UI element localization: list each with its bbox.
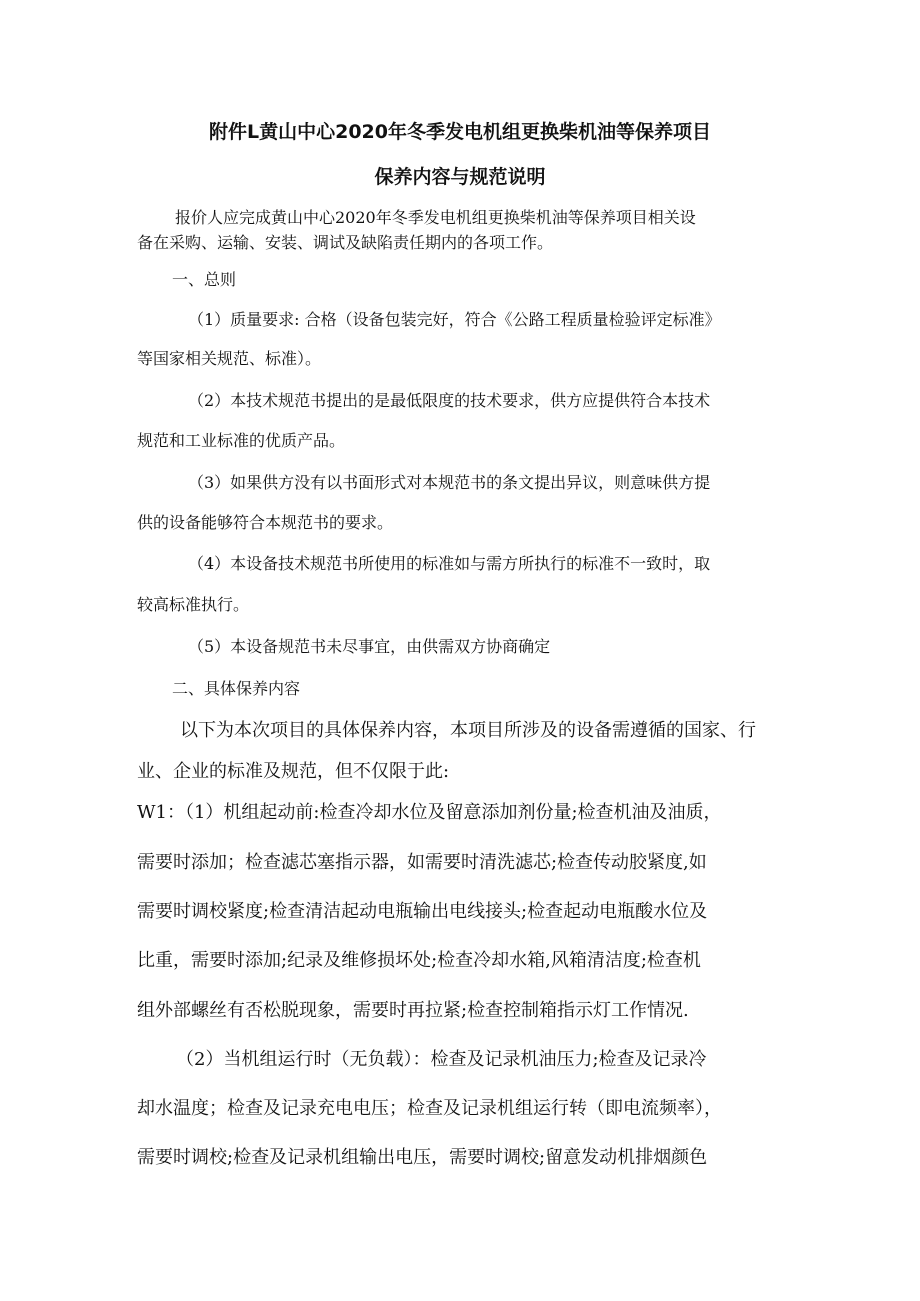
- clause-3-line-1: （3）如果供方没有以书面形式对本规范书的条文提出异议，则意味供方提: [188, 473, 711, 492]
- section1-heading: 一、总则: [172, 270, 237, 289]
- section2-intro-line-1: 以下为本次项目的具体保养内容，本项目所涉及的设备需遵循的国家、行: [180, 720, 756, 741]
- w1-item1-line-1: W1：（1）机组起动前:检查冷却水位及留意添加剂份量;检查机油及油质，: [137, 802, 722, 823]
- clause-2-line-1: （2）本技术规范书提出的是最低限度的技术要求，供方应提供符合本技术: [188, 391, 711, 410]
- intro-line-2: 备在采购、运输、安装、调试及缺陷责任期内的各项工作。: [137, 233, 554, 252]
- clause-1-line-2: 等国家相关规范、标准）。: [137, 349, 322, 368]
- clause-4-line-1: （4）本设备技术规范书所使用的标准如与需方所执行的标准不一致时，取: [188, 554, 711, 573]
- w1-item1-line-4: 比重，需要时添加;纪录及维修损坏处;检查冷却水箱,风箱清洁度;检查机: [137, 950, 701, 971]
- section2-heading: 二、具体保养内容: [172, 679, 301, 698]
- w1-item1-line-3: 需要时调校紧度;检查清洁起动电瓶输出电线接头;检查起动电瓶酸水位及: [137, 901, 708, 922]
- w1-item2-line-2: 却水温度；检查及记录充电电压；检查及记录机组运行转（即电流频率），: [137, 1098, 722, 1119]
- clause-5-line-1: （5）本设备规范书未尽事宜，由供需双方协商确定: [188, 637, 551, 656]
- clause-4-line-2: 较高标准执行。: [137, 595, 250, 614]
- document-title: 附件L黄山中心2020年冬季发电机组更换柴机油等保养项目: [209, 121, 711, 143]
- clause-2-line-2: 规范和工业标准的优质产品。: [137, 431, 346, 450]
- document-subtitle: 保养内容与规范说明: [374, 166, 546, 188]
- section2-intro-line-2: 业、企业的标准及规范，但不仅限于此:: [137, 761, 450, 782]
- w1-item1-line-2: 需要时添加；检查滤芯塞指示器，如需要时清洗滤芯;检查传动胶紧度,如: [137, 852, 707, 873]
- w1-item2-line-1: （2）当机组运行时（无负载）：检查及记录机油压力;检查及记录冷: [176, 1049, 707, 1070]
- intro-line-1: 报价人应完成黄山中心2020年冬季发电机组更换柴机油等保养项目相关设: [175, 208, 696, 227]
- clause-1-line-1: （1）质量要求: 合格（设备包装完好，符合《公路工程质量检验评定标准》: [188, 310, 721, 329]
- w1-item2-line-3: 需要时调校;检查及记录机组输出电压，需要时调校;留意发动机排烟颜色: [137, 1147, 708, 1168]
- w1-item1-line-5: 组外部螺丝有否松脱现象，需要时再拉紧;检查控制箱指示灯工作情况.: [137, 1000, 689, 1021]
- clause-3-line-2: 供的设备能够符合本规范书的要求。: [137, 513, 394, 532]
